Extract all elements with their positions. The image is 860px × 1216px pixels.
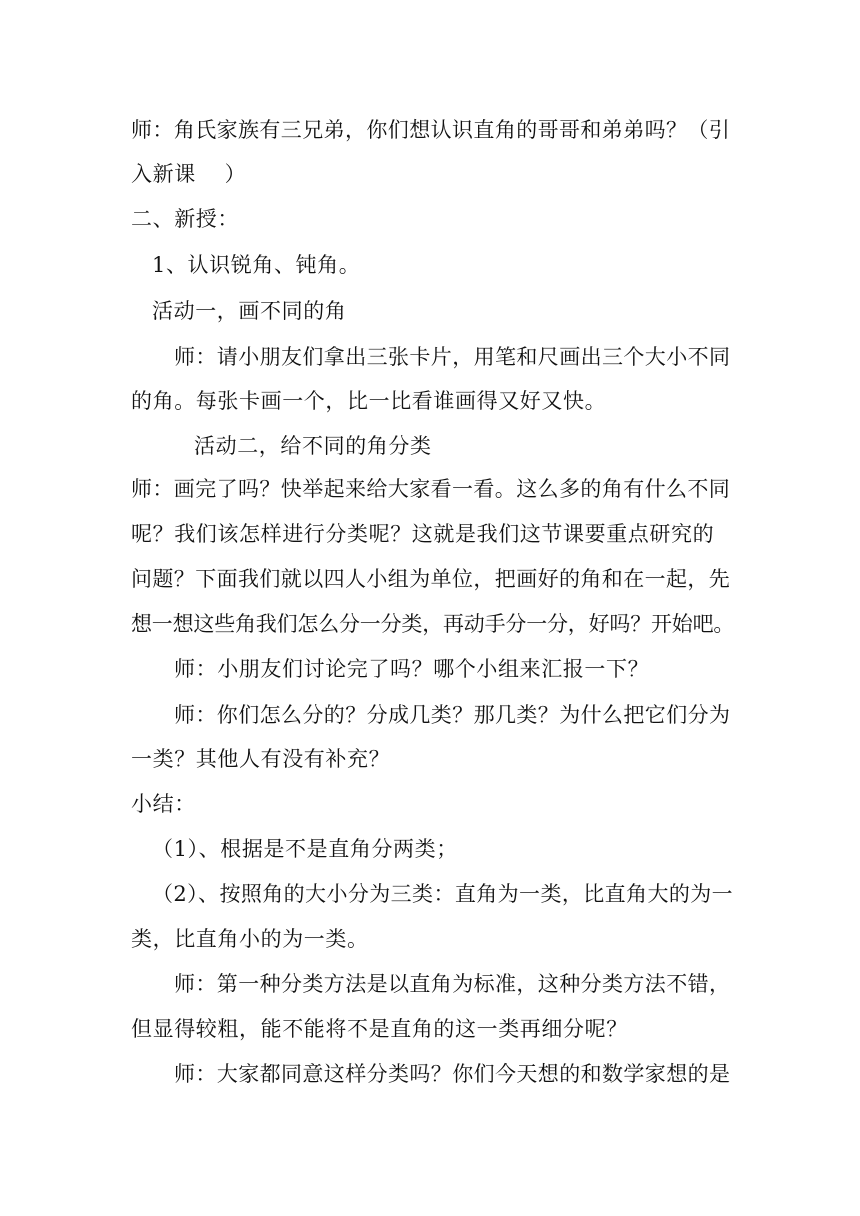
text-line-1: 师：角氏家族有三兄弟，你们想认识直角的哥哥和弟弟吗？（引 [131, 118, 731, 142]
subsection-heading: 1、认识锐角、钝角。 [152, 253, 361, 277]
text-line-14: 师：你们怎么分的？分成几类？那几类？为什么把它们分为 [174, 703, 731, 727]
section-heading-new-lesson: 二、新授： [131, 207, 239, 231]
text-line-7: 的角。每张卡画一个，比一比看谁画得又好又快。 [131, 389, 607, 413]
text-line-19: 类，比直角小的为一类。 [131, 927, 369, 951]
text-line-6: 师：请小朋友们拿出三张卡片，用笔和尺画出三个大小不同 [174, 345, 731, 369]
text-line-13: 师：小朋友们讨论完了吗？哪个小组来汇报一下？ [174, 657, 650, 681]
text-line-21: 但显得较粗，能不能将不是直角的这一类再细分呢？ [131, 1017, 628, 1041]
summary-item-1: （1）、根据是不是直角分两类； [152, 837, 458, 861]
text-line-10: 呢？我们该怎样进行分类呢？这就是我们这节课要重点研究的 [131, 522, 715, 546]
text-line-12: 想一想这些角我们怎么分一分类，再动手分一分，好吗？开始吧。 [131, 612, 735, 636]
summary-heading: 小结： [131, 792, 196, 816]
text-line-11: 问题？下面我们就以四人小组为单位，把画好的角和在一起，先 [131, 567, 731, 591]
text-line-2: 入新课 ） [131, 162, 247, 186]
text-line-20: 师：第一种分类方法是以直角为标准，这种分类方法不错， [174, 972, 731, 996]
text-line-9: 师：画完了吗？快举起来给大家看一看。这么多的角有什么不同 [131, 477, 731, 501]
activity-one-heading: 活动一，画不同的角 [152, 299, 347, 323]
text-line-15: 一类？其他人有没有补充？ [131, 747, 391, 771]
summary-item-2: （2）、按照角的大小分为三类：直角为一类，比直角大的为一 [152, 882, 734, 906]
activity-two-heading: 活动二，给不同的角分类 [194, 434, 432, 458]
text-line-22: 师：大家都同意这样分类吗？你们今天想的和数学家想的是 [174, 1062, 731, 1086]
